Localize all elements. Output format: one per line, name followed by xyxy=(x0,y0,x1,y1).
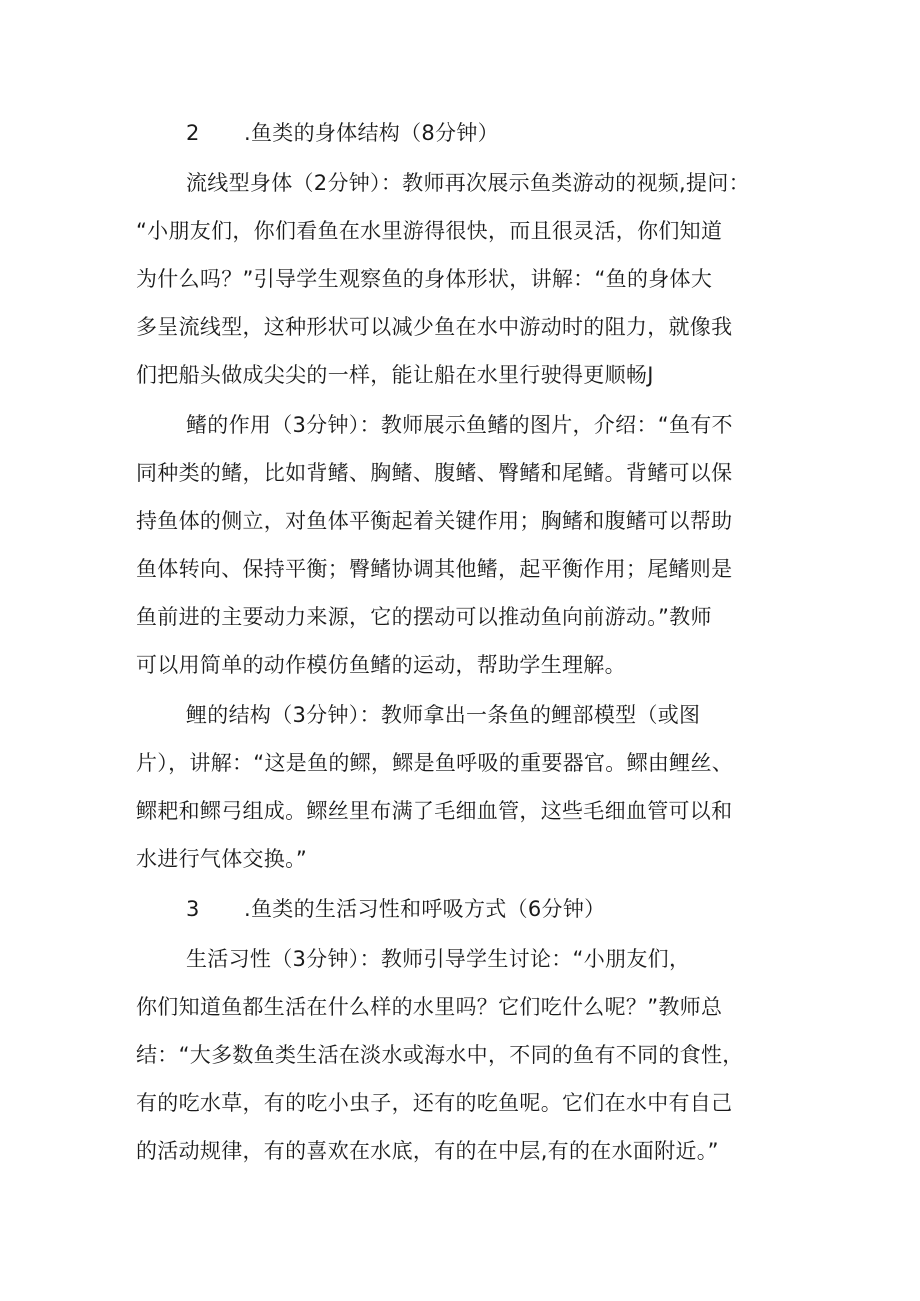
section-heading-3 xyxy=(186,894,605,924)
paragraph-line: “小朋友们，你们看鱼在水里游得很快，而且很灵活，你们知道 xyxy=(136,219,723,243)
paragraph-line: 鱼体转向、保持平衡；臀鳍协调其他鳍，起平衡作用；尾鳍则是 xyxy=(136,557,733,581)
section-number: 2 xyxy=(186,121,200,145)
paragraph-line: 持鱼体的侧立，对鱼体平衡起着关键作用；胸鳍和腹鳍可以帮助 xyxy=(136,509,733,533)
paragraph-line: 水进行气体交换。” xyxy=(136,847,308,871)
paragraph-line: 鳏耙和鳏弓组成。鳏丝里布满了毛细血管，这些毛细血管可以和 xyxy=(136,799,733,823)
paragraph-line: 为什么吗？”引导学生观察鱼的身体形状，讲解：“鱼的身体大 xyxy=(136,267,713,291)
paragraph-line: 们把船头做成尖尖的一样，能让船在水里行驶得更顺畅J xyxy=(136,363,654,387)
paragraph-line: 鲤的结构（3分钟）：教师拿出一条鱼的鲤部模型（或图 xyxy=(186,703,701,727)
paragraph-line: 生活习性（3分钟）：教师引导学生讨论：“小朋友们， xyxy=(186,947,691,971)
paragraph-line: 片），讲解：“这是鱼的鳏，鳏是鱼呼吸的重要器官。鳏由鲤丝、 xyxy=(136,751,734,775)
paragraph-line: 你们知道鱼都生活在什么样的水里吗？它们吃什么呢？”教师总 xyxy=(136,995,723,1019)
paragraph-line: 鱼前进的主要动力来源，它的摆动可以推动鱼向前游动。”教师 xyxy=(136,605,712,629)
section-title: .鱼类的身体结构（8分钟） xyxy=(244,121,499,145)
section-number: 3 xyxy=(186,897,200,921)
paragraph-line: 多呈流线型，这种形状可以减少鱼在水中游动时的阻力，就像我 xyxy=(136,315,733,339)
paragraph-line: 结：“大多数鱼类生活在淡水或海水中，不同的鱼有不同的食性， xyxy=(136,1043,744,1067)
section-title: .鱼类的生活习性和呼吸方式（6分钟） xyxy=(244,897,606,921)
paragraph-line: 同种类的鳍，比如背鳍、胸鳍、腹鳍、臀鳍和尾鳍。背鳍可以保 xyxy=(136,461,733,485)
paragraph-line: 可以用简单的动作模仿鱼鳍的运动，帮助学生理解。 xyxy=(136,653,626,677)
paragraph-line: 流线型身体（2分钟）：教师再次展示鱼类游动的视频,提问： xyxy=(186,171,750,195)
paragraph-line: 鳍的作用（3分钟）：教师展示鱼鳍的图片，介绍：“鱼有不 xyxy=(186,413,733,437)
paragraph-line: 有的吃水草，有的吃小虫子，还有的吃鱼呢。它们在水中有自己 xyxy=(136,1091,733,1115)
section-heading-2 xyxy=(186,118,499,148)
paragraph-line: 的活动规律，有的喜欢在水底，有的在中层,有的在水面附近。” xyxy=(136,1139,719,1163)
